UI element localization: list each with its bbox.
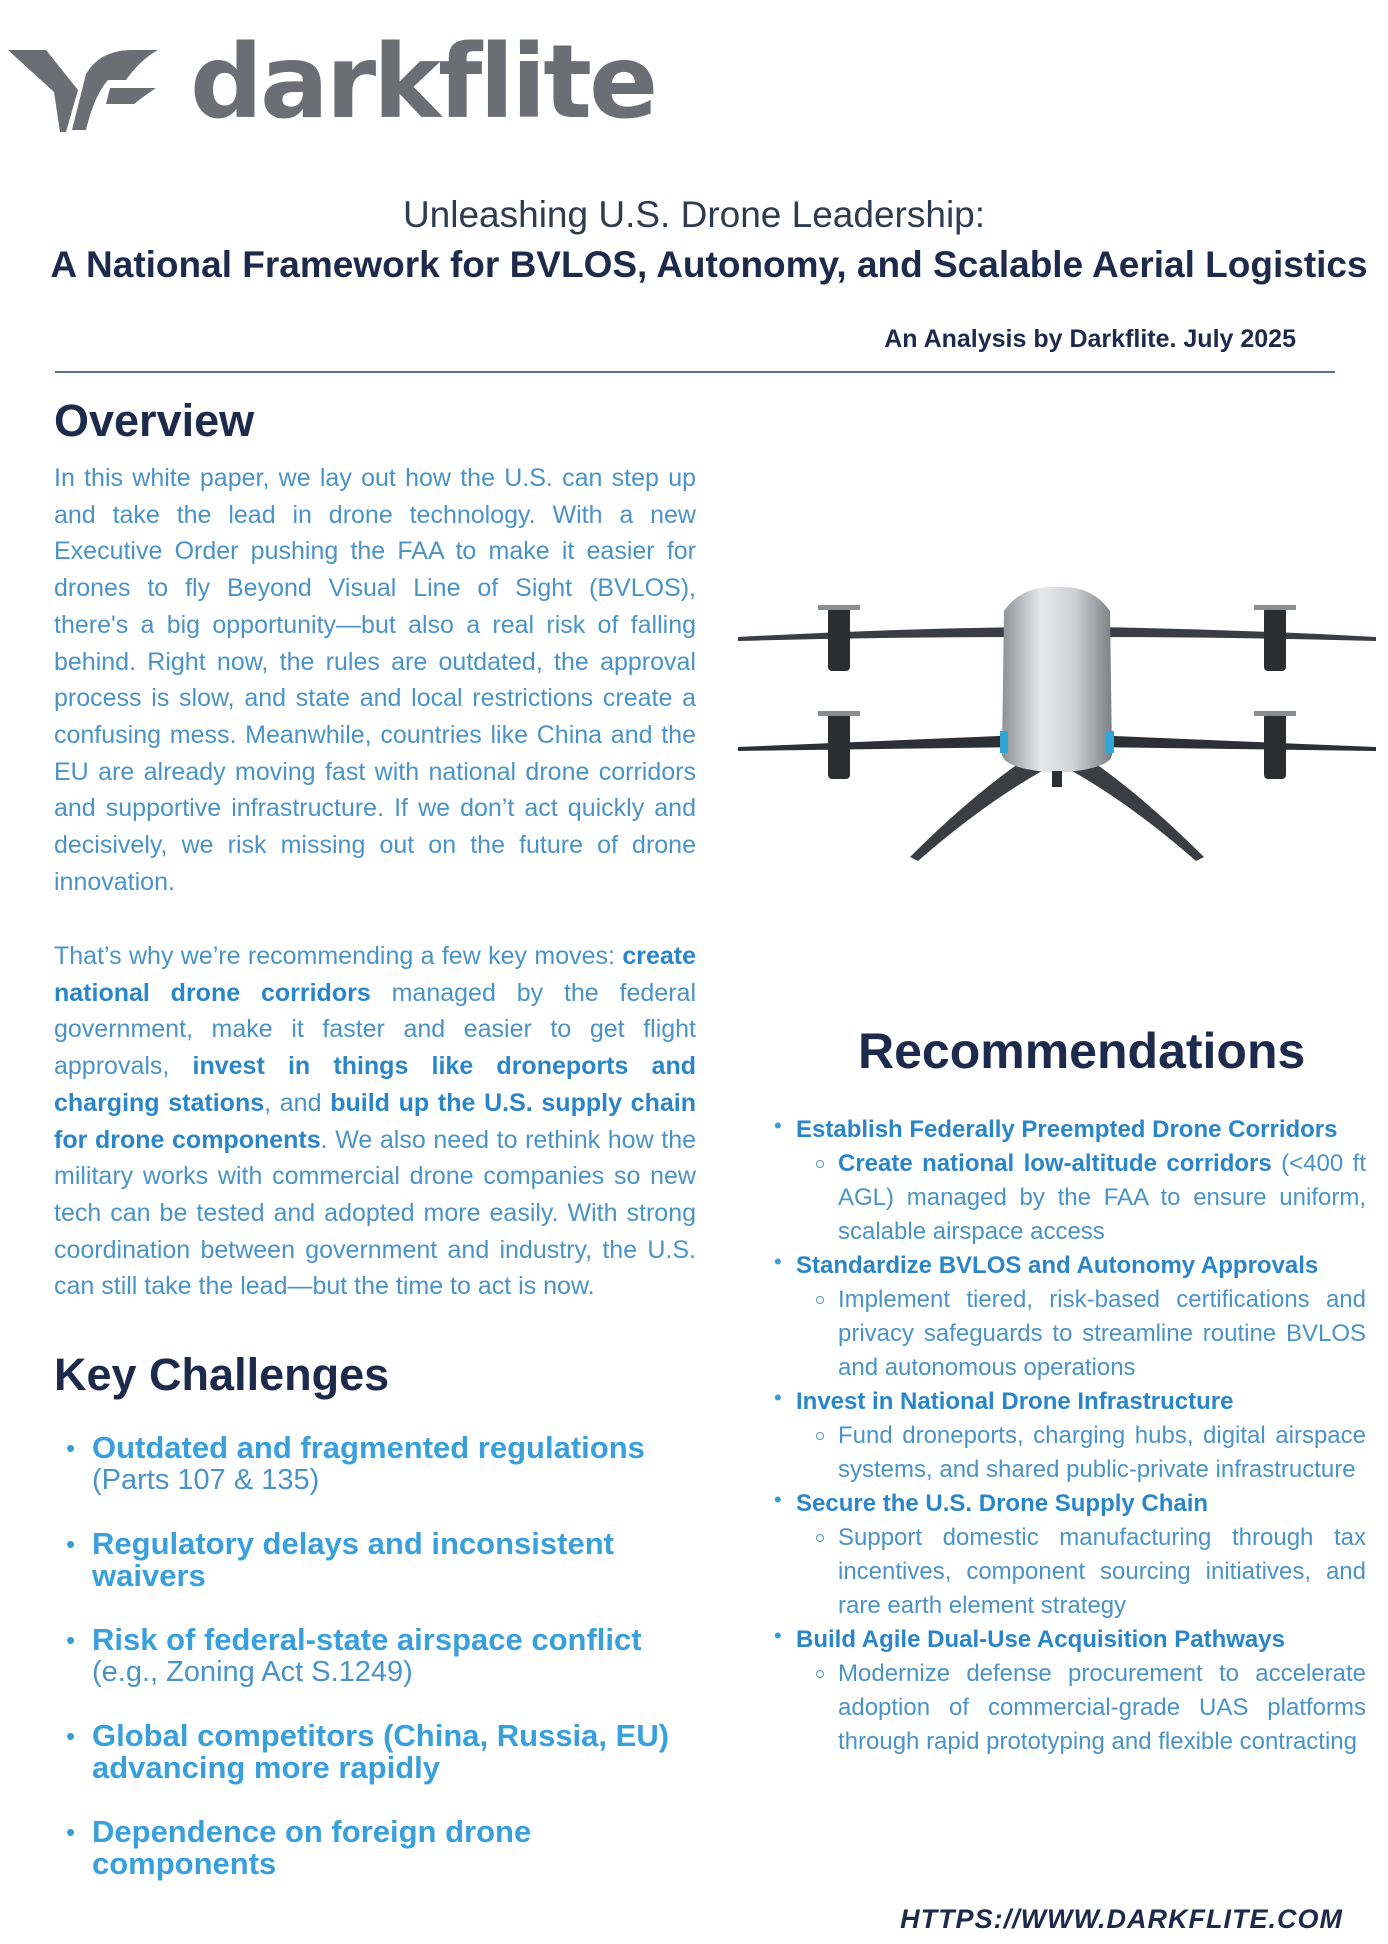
- list-item: [54, 1720, 714, 1784]
- title-line-1: Unleashing U.S. Drone Leadership:: [402, 194, 986, 235]
- para2-text-3: , and: [264, 1088, 331, 1117]
- recommendation-detail: [796, 1147, 1366, 1249]
- para2-bold-3: build up the U.S. supply chain for drone components: [54, 1088, 696, 1154]
- brand-logo: [8, 23, 656, 142]
- overview-paragraph-2: [54, 938, 696, 1305]
- header-divider: [55, 371, 1335, 373]
- recommendation-text: (<400 ft AGL) managed by the FAA to ensure uniform, scalable airspace access: [838, 1150, 1366, 1245]
- challenge-title: • Global competitors (China, Russia, EU) advancing more rapidly: [92, 1718, 670, 1785]
- recommendations-list: [774, 1113, 1366, 1759]
- byline: An Analysis by Darkflite. July 2025: [884, 325, 1296, 353]
- list-item: [774, 1385, 1366, 1487]
- list-item: [774, 1623, 1366, 1759]
- challenge-title: • Risk of federal-state airspace conflict: [92, 1622, 642, 1657]
- recommendation-detail: Modernize defense procurement to accelerate adoption of commercial-grade UAS platforms through rapid prototyping and flexible contracting: [796, 1657, 1366, 1759]
- challenge-title: • Dependence on foreign drone components: [92, 1814, 532, 1881]
- key-challenges-heading: Key Challenges: [54, 1349, 390, 1400]
- challenge-title: • Outdated and fragmented regulations: [92, 1430, 645, 1465]
- recommendation-detail: Implement tiered, risk-based certifications and privacy safeguards to streamline routine BVLOS and autonomous operations: [796, 1283, 1366, 1385]
- list-item: [774, 1113, 1366, 1249]
- recommendation-title: • Build Agile Dual-Use Acquisition Pathways: [796, 1626, 1285, 1653]
- para2-text-2: managed by the federal government, make it faster and easier to get flight approvals,: [54, 978, 696, 1081]
- drone-illustration: [732, 585, 1382, 865]
- para2-bold-2: invest in things like droneports and charging stations: [54, 1052, 696, 1117]
- recommendation-title: • Invest in National Drone Infrastructure: [796, 1388, 1234, 1415]
- recommendation-title: • Secure the U.S. Drone Supply Chain: [796, 1490, 1209, 1517]
- recommendation-detail: Fund droneports, charging hubs, digital airspace systems, and shared public-private infrastructure: [796, 1419, 1366, 1487]
- recommendations-heading: Recommendations: [858, 1023, 1306, 1079]
- brand-name: darkflite: [190, 23, 656, 142]
- overview-heading: Overview: [54, 395, 255, 446]
- overview-paragraph-1: In this white paper, we lay out how the U.S. can step up and take the lead in drone technology. With a new Executive Order pushing the FAA to make it easier for drones to fly Beyond Visual Line of Sight (BVLOS), there's a big opportunity—but also a real risk of falling behind. Right now, the rules are outdated, the approval process is slow, and state and local restrictions create a confusing mess. Meanwhile, countries like China and the EU are already moving fast with national drone corridors and supportive infrastructure. If we don’t act quickly and decisively, we risk missing out on the future of drone innovation.: [54, 464, 696, 896]
- recommendation-bold: Create national low-altitude corridors: [838, 1150, 1272, 1177]
- key-challenges-list: [54, 1432, 714, 1912]
- challenge-subtitle: (Parts 107 & 135): [92, 1464, 320, 1496]
- wing-logo-icon: [8, 44, 183, 139]
- recommendation-title: • Standardize BVLOS and Autonomy Approvals: [796, 1252, 1319, 1279]
- list-item: [774, 1249, 1366, 1385]
- challenge-subtitle: (e.g., Zoning Act S.1249): [92, 1656, 413, 1688]
- list-item: [54, 1624, 714, 1688]
- title-line-2: A National Framework for BVLOS, Autonomy, and Scalable Aerial Logistics: [50, 244, 1368, 285]
- list-item: [54, 1528, 714, 1592]
- list-item: [54, 1432, 714, 1496]
- footer-url[interactable]: HTTPS://WWW.DARKFLITE.COM: [900, 1904, 1343, 1934]
- list-item: [54, 1816, 714, 1880]
- challenge-title: • Regulatory delays and inconsistent waivers: [92, 1526, 614, 1593]
- para2-bold-1: create national drone corridors: [54, 942, 696, 1007]
- para2-text-1: That’s why we’re recommending a few key moves:: [54, 942, 623, 970]
- recommendation-detail: Support domestic manufacturing through tax incentives, component sourcing initiatives, and rare earth element strategy: [796, 1521, 1366, 1623]
- recommendation-title: • Establish Federally Preempted Drone Corridors: [796, 1116, 1338, 1143]
- list-item: [774, 1487, 1366, 1623]
- para2-text-4: . We also need to rethink how the military works with commercial drone companies so new tech can be tested and adopted more easily. With strong coordination between government and industry, the U.S. can still take the lead—but the time to act is now.: [54, 1125, 697, 1301]
